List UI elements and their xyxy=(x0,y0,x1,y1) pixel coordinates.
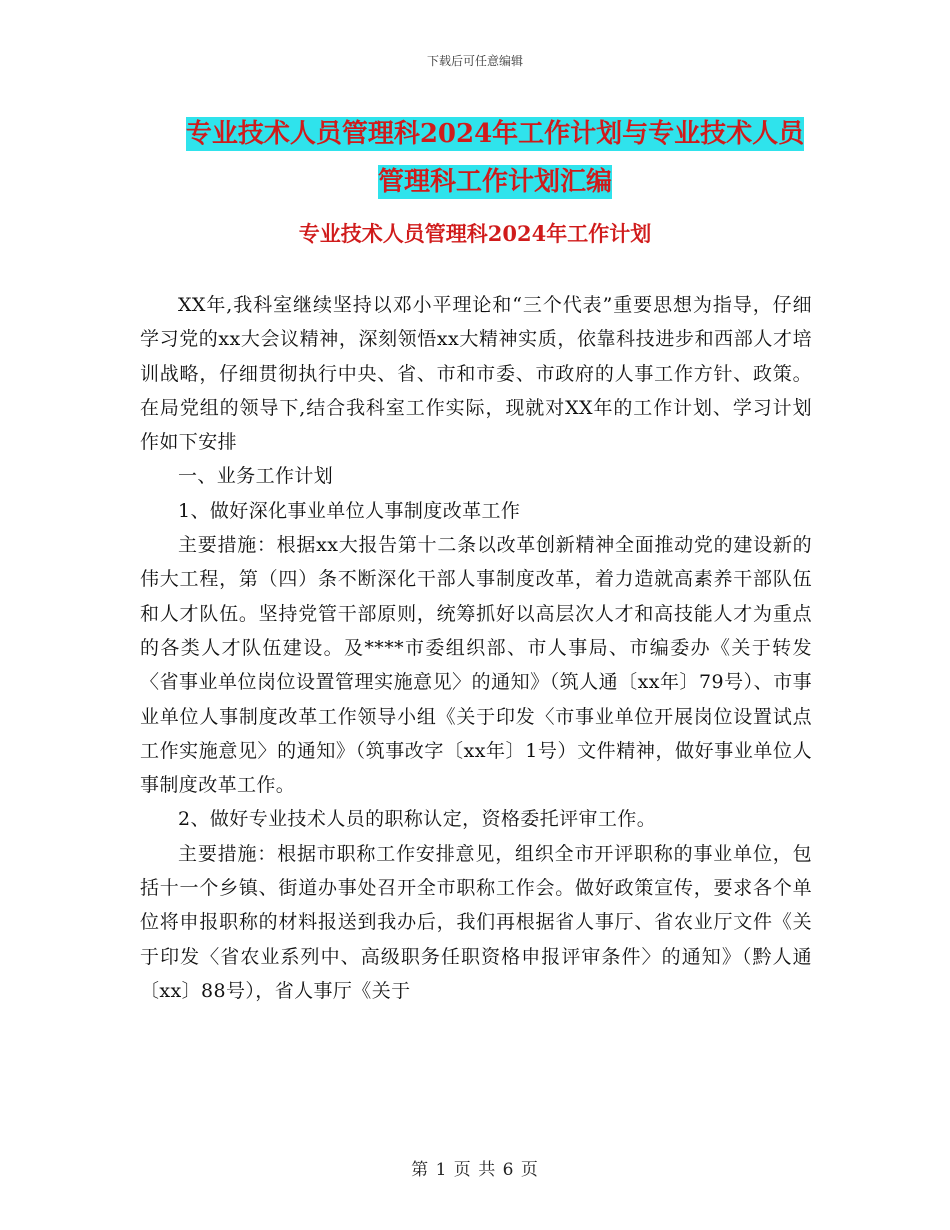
paragraph-measures-2: 主要措施：根据市职称工作安排意见，组织全市开评职称的事业单位，包括十一个乡镇、街道办事处召开全市职称工作会。做好政策宣传，要求各个单位将申报职称的材料报送到我办后，我们再根据省人事厅、省农业厅文件《关于印发〈省农业系列中、高级职务任职资格申报评审条件〉的通知》（黔人通〔xx〕88号），省人事厅《关于 xyxy=(140,842,812,1002)
document-title-line-1: 专业技术人员管理科2024年工作计划与专业技术人员 xyxy=(185,119,805,149)
paragraph-item-2: 2、做好专业技术人员的职称认定，资格委托评审工作。 xyxy=(178,808,657,831)
document-body xyxy=(140,288,812,1008)
paragraph-measures-1: 主要措施：根据xx大报告第十二条以改革创新精神全面推动党的建设新的伟大工程，第（四）条不断深化干部人事制度改革，着力造就高素养干部队伍和人才队伍。坚持党管干部原则，统筹抓好以高层次人才和高技能人才为重点的各类人才队伍建设。及****市委组织部、市人事局、市编委办《关于转发〈省事业单位岗位设置管理实施意见〉的通知》（筑人通〔xx年〕79号）、市事业单位人事制度改革工作领导小组《关于印发〈市事业单位开展岗位设置试点工作实施意见〉的通知》（筑事改字〔xx年〕1号）文件精神，做好事业单位人事制度改革工作。 xyxy=(140,534,812,797)
paragraph-heading-business-plan: 一、业务工作计划 xyxy=(178,465,334,488)
document-title-line-2: 管理科工作计划汇编 xyxy=(377,167,612,197)
page-header-note: 下载后可任意编辑 xyxy=(426,54,523,68)
paragraph-item-1: 1、做好深化事业单位人事制度改革工作 xyxy=(178,499,521,522)
page-footer-number: 第 1 页 共 6 页 xyxy=(411,1160,539,1180)
document-title xyxy=(140,110,850,206)
section-title: 专业技术人员管理科2024年工作计划 xyxy=(298,221,652,246)
paragraph-intro: XX年,我科室继续坚持以邓小平理论和“三个代表”重要思想为指导，仔细学习党的xx大会议精神，深刻领悟xx大精神实质，依靠科技进步和西部人才培训战略，仔细贯彻执行中央、省、市和市委、市政府的人事工作方针、政策。在局党组的领导下,结合我科室工作实际，现就对XX年的工作计划、学习计划作如下安排 xyxy=(140,294,812,454)
